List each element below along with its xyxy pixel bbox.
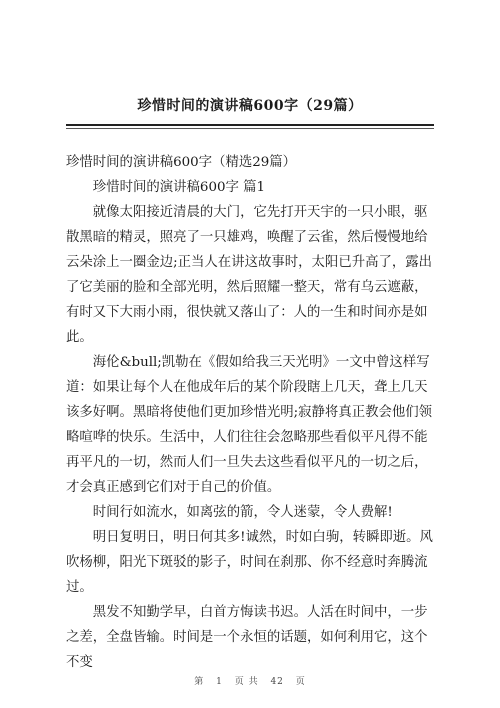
footer-label-of: 页 共 bbox=[234, 677, 259, 687]
paragraph: 时间行如流水，如离弦的箭，令人迷蒙，令人费解! bbox=[92, 505, 393, 520]
footer-label-end: 页 bbox=[295, 677, 306, 687]
document-title: 珍惜时间的演讲稿600字（29篇） bbox=[137, 98, 363, 114]
footer-current-page: 1 bbox=[216, 677, 223, 687]
title-rule-thin bbox=[66, 128, 434, 129]
section-subheading: 珍惜时间的演讲稿600字 篇1 bbox=[92, 180, 266, 195]
paragraph: 明日复明日，明日何其多!诚然，时如白驹，转瞬即逝。风吹杨柳，阳光下斑驳的影子，时间在刹那、你不经意时奔腾流过。 bbox=[66, 530, 433, 595]
footer-label-page: 第 bbox=[194, 677, 205, 687]
intro-line: 珍惜时间的演讲稿600字（精选29篇） bbox=[66, 155, 297, 170]
paragraph: 海伦&bull;凯勒在《假如给我三天光明》一文中曾这样写道：如果让每个人在他成年后的某个阶段瞎上几天，聋上几天该多好啊。黑暗将使他们更加珍惜光明;寂静将真正教会他们领略喧哗的快乐。生活中，人们往往会忽略那些看似平凡得不能再平凡的一切，然而人们一旦失去这些看似平凡的一切之后，才会真正感到它们对于自己的价值。 bbox=[66, 355, 433, 495]
paragraph: 黑发不知勤学早，白首方悔读书迟。人活在时间中，一步之差，全盘皆输。时间是一个永恒的话题，如何利用它，这个不变 bbox=[66, 605, 428, 670]
document-body bbox=[66, 150, 436, 675]
paragraph: 就像太阳接近清晨的大门，它先打开天宇的一只小眼，驱散黑暗的精灵，照亮了一只雄鸡，唤醒了云雀，然后慢慢地给云朵涂上一圈金边;正当人在讲这故事时，太阳已升高了，露出了它美丽的脸和全部光明，然后照耀一整天，常有乌云遮蔽，有时又下大雨小雨，很快就又落山了：人的一生和时间亦是如此。 bbox=[66, 205, 433, 345]
title-rule bbox=[66, 124, 434, 126]
footer-total-pages: 42 bbox=[270, 677, 284, 687]
page-footer bbox=[0, 676, 500, 688]
